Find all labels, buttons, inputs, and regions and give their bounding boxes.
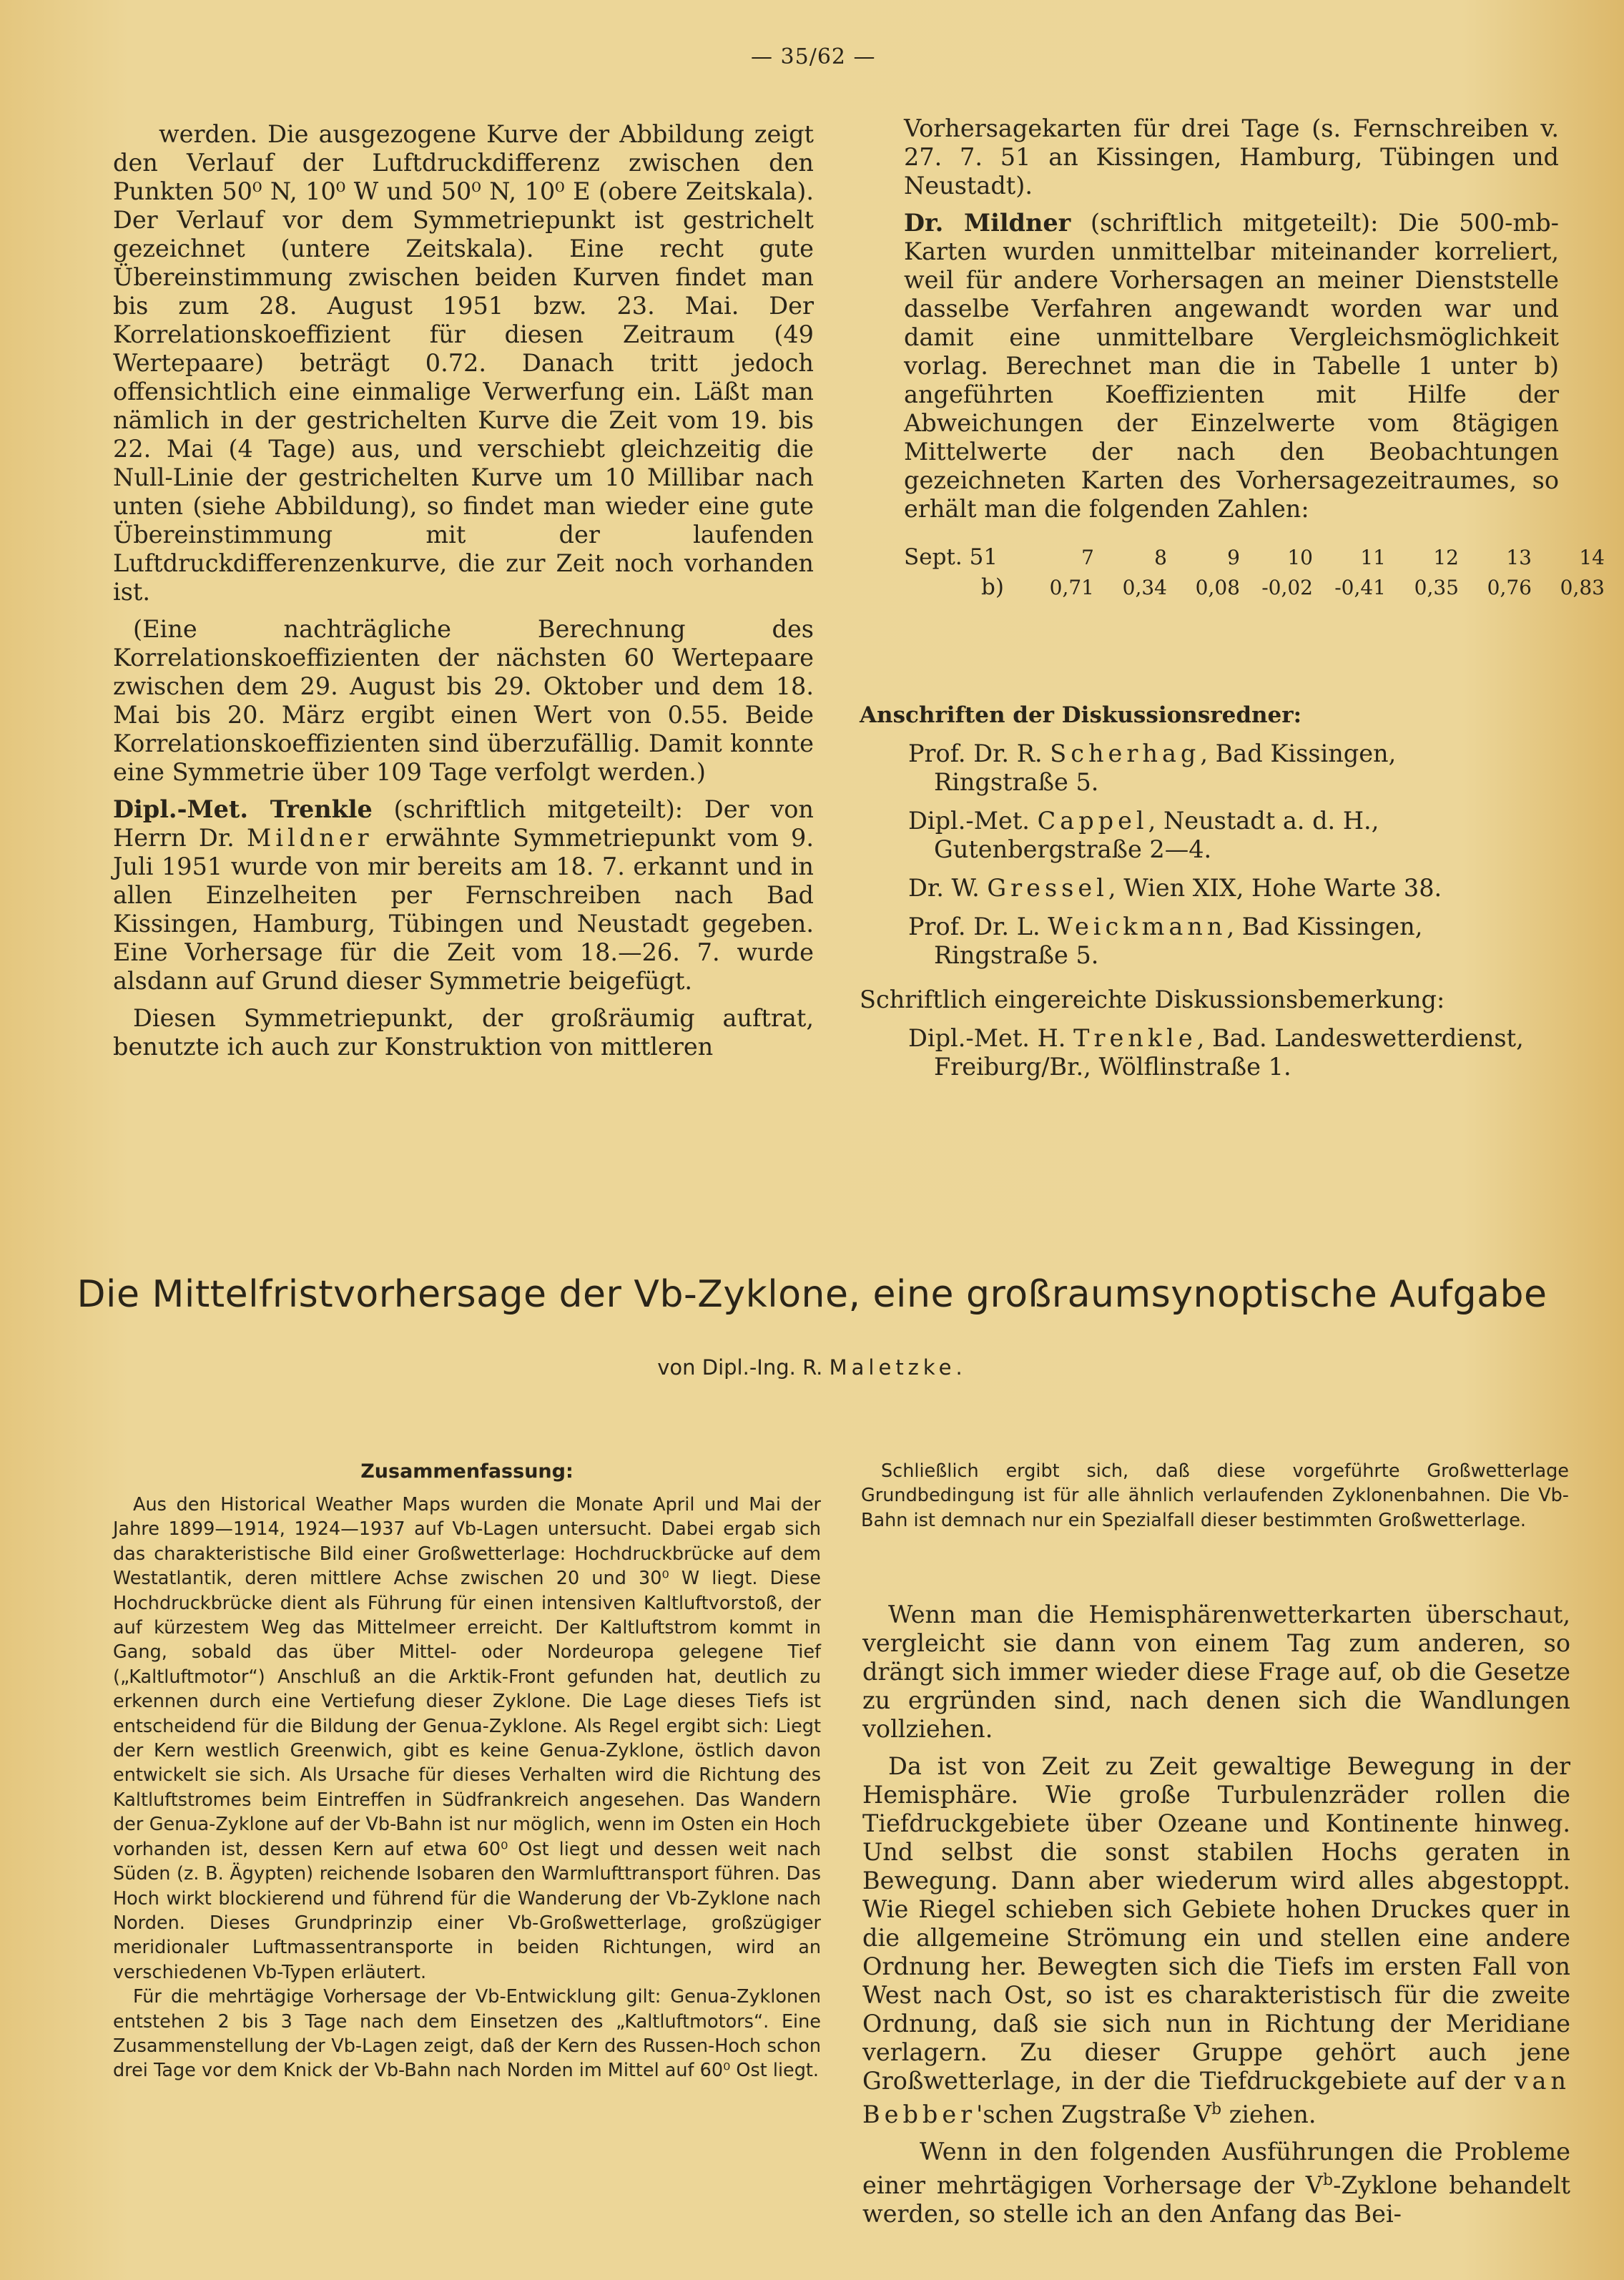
address-list: Prof. Dr. R. Scherhag, Bad Kissingen, Ringstraße 5. Dipl.-Met. Cappel, Neustadt a. d. H., Gutenbergstraße 2—4. Dr. W. Gressel, Wien XIX, Hohe Warte 38. Prof. Dr. L. Weickmann, Bad Kissingen, Ringstraße 5. xyxy=(908,739,1575,970)
page-number: — 35/62 — xyxy=(751,44,876,69)
table-row: Sept. 51 7 8 9 10 11 12 13 14 xyxy=(904,544,1605,570)
paragraph: (Eine nachträgliche Berechnung des Korrelationskoeffizienten der nächsten 60 Wertepaare zwischen dem 29. August bis 29. Oktober und dem 18. Mai bis 20. März ergibt einen Wert von 0.55. Beide Korrelationskoeffizienten sind überzufällig. Damit konnte eine Symmetrie über 109 Tage verfolgt werden.) xyxy=(113,615,814,786)
written-heading: Schriftlich eingereichte Diskussionsbemerkung: xyxy=(860,986,1445,1013)
discussion-right-column xyxy=(904,114,1559,524)
paragraph: Wenn man die Hemisphärenwetterkarten überschaut, vergleicht sie dann von einem Tag zum anderen, so drängt sich immer wieder diese Frage auf, ob die Gesetze zu ergründen sind, nach denen sich die Wandlungen vollziehen. xyxy=(862,1601,1570,1743)
address-item: Dipl.-Met. H. Trenkle, Bad. Landeswetterdienst, xyxy=(908,1024,1524,1052)
summary-paragraph: Schließlich ergibt sich, daß diese vorgeführte Großwetterlage Grundbedingung ist für alle ähnlich verlaufenden Zyklonenbahnen. Die Vb-Bahn ist demnach nur ein Spezialfall dieser bestimmten Großwetterlage. xyxy=(861,1460,1569,1531)
paragraph-trenkle: Dipl.-Met. Trenkle (schriftlich mitgeteilt): Der von Herrn Dr. Mildner erwähnte Symmetriepunkt vom 9. Juli 1951 wurde von mir bereits am 18. 7. erkannt und in allen Einzelheiten per Fernschreiben nach Bad Kissingen, Hamburg, Tübingen und Neustadt gegeben. Eine Vorhersage für die Zeit vom 18.—26. 7. wurde alsdann auf Grund dieser Symmetrie beigefügt. xyxy=(113,795,815,995)
article-author: von Dipl.-Ing. R. Maletzke. xyxy=(657,1355,967,1380)
spaced-name: Mildner xyxy=(247,824,373,852)
paragraph: Vorhersagekarten für drei Tage (s. Fernschreiben v. 27. 7. 51 an Kissingen, Hamburg, Tübingen und Neustadt). xyxy=(904,114,1559,200)
discussion-left-column xyxy=(113,120,814,1061)
address-item: Prof. Dr. L. Weickmann, Bad Kissingen, xyxy=(908,913,1423,940)
address-item: Dr. W. Gressel, Wien XIX, Hohe Warte 38. xyxy=(908,874,1442,902)
summary-paragraph: Aus den Historical Weather Maps wurden die Monate April und Mai der Jahre 1899—1914, 1924—1937 auf Vb-Lagen untersucht. Dabei ergab sich das charakteristische Bild einer Großwetterlage: Hochdruckbrücke auf dem Westatlantik, deren mittlere Achse zwischen 20 und 30⁰ W liegt. Diese Hochdruckbrücke dient als Führung für einen intensiven Kaltluftvorstoß, der auf kürzestem Weg das Mittelmeer erreicht. Der Kaltluftstrom kommt in Gang, sobald das über Mittel- oder Nordeuropa gelegene Tief („Kaltluftmotor“) Anschluß an die Arktik-Front gefunden hat, deutlich zu erkennen durch eine Vertiefung dieser Zyklone. Die Lage dieses Tiefs ist entscheidend für die Bildung der Genua-Zyklone. Als Regel ergibt sich: Liegt der Kern westlich Greenwich, gibt es keine Genua-Zyklone, östlich davon entwickelt sie sich. Als Ursache für dieses Verhalten wird die Richtung des Kaltluftstromes beim Eintreffen in Südfrankreich angesehen. Das Wandern der Genua-Zyklone auf der Vb-Bahn ist nur möglich, wenn im Osten ein Hoch vorhanden ist, dessen Kern auf etwa 60⁰ Ost liegt und dessen weit nach Süden (z. B. Ägypten) reichende Isobaren den Warmlufttransport führen. Das Hoch wirkt blockierend und führend für die Wanderung der Vb-Zyklone nach Norden. Dieses Grundprinzip einer Vb-Großwetterlage, großzügiger meridionaler Luftmassentransporte in beiden Richtungen, wird an verschiedenen Vb-Typen erläutert. xyxy=(113,1494,821,1983)
paragraph: Diesen Symmetriepunkt, der großräumig auftrat, benutzte ich auch zur Konstruktion von mittleren xyxy=(113,1004,814,1061)
addresses-block xyxy=(860,701,1575,1081)
summary-paragraph: Für die mehrtägige Vorhersage der Vb-Entwicklung gilt: Genua-Zyklonen entstehen 2 bis 3 Tage nach dem Einsetzen des „Kaltluftmotors“. Eine Zusammenstellung der Vb-Lagen zeigt, daß der Kern des Russen-Hoch schon drei Tage vor dem Knick der Vb-Bahn nach Norden im Mittel auf 60⁰ Ost liegt. xyxy=(113,1986,821,2082)
article-body xyxy=(862,1601,1570,2229)
table-row: b) 0,71 0,34 0,08 -0,02 -0,41 0,35 0,76 0,83 xyxy=(981,574,1605,600)
paragraph: Wenn in den folgenden Ausführungen die Probleme einer mehrtägigen Vorhersage der $V^b$-Zyklone behandelt werden, so stelle ich an den Anfang das Bei- xyxy=(862,2138,1571,2229)
summary-left xyxy=(113,1460,821,2083)
paragraph: Da ist von Zeit zu Zeit gewaltige Bewegung in der Hemisphäre. Wie große Turbulenzräder rollen die Tiefdruckgebiete über Ozeane und Kontinente hinweg. Und selbst die sonst stabilen Hochs geraten in Bewegung. Dann aber wiederum wird alles abgestoppt. Wie Riegel schieben sich Gebiete hohen Druckes quer in die allgemeine Strömung ein und stellen eine andere Ordnung her. Bewegten sich die Tiefs im ersten Fall von West nach Ost, so ist es charakteristisch für die zweite Ordnung, daß sie sich nun in Richtung der Meridiane verlagern. Zu dieser Gruppe gehört auch jene Großwetterlage, in der die Tiefdruckgebiete auf der van Bebber'schen Zugstraße $V^b$ ziehen. xyxy=(862,1752,1570,2129)
coefficient-table xyxy=(904,542,1605,602)
speaker-name: Dr. Mildner xyxy=(904,209,1071,237)
summary-right xyxy=(861,1459,1569,1533)
address-item: Dipl.-Met. Cappel, Neustadt a. d. H., xyxy=(908,807,1379,835)
address-list: Dipl.-Met. H. Trenkle, Bad. Landeswetterdienst, Freiburg/Br., Wölflinstraße 1. xyxy=(908,1024,1575,1081)
addresses-heading: Anschriften der Diskussionsredner: xyxy=(860,702,1302,728)
speaker-name: Dipl.-Met. Trenkle xyxy=(113,795,373,823)
paragraph: werden. Die ausgezogene Kurve der Abbildung zeigt den Verlauf der Luftdruckdifferenz zwischen den Punkten 50⁰ N, 10⁰ W und 50⁰ N, 10⁰ E (obere Zeitskala). Der Verlauf vor dem Symmetriepunkt ist gestrichelt gezeichnet (untere Zeitskala). Eine recht gute Übereinstimmung zwischen beiden Kurven findet man bis zum 28. August 1951 bzw. 23. Mai. Der Korrelationskoeffizient für diesen Zeitraum (49 Wertepaare) beträgt 0.72. Danach tritt jedoch offensichtlich eine einmalige Verwerfung ein. Läßt man nämlich in der gestrichelten Kurve die Zeit vom 19. bis 22. Mai (4 Tage) aus, und verschiebt gleichzeitig die Null-Linie der gestrichelten Kurve um 10 Millibar nach unten (siehe Abbildung), so findet man wieder eine gute Übereinstimmung mit der laufenden Luftdruckdifferenzenkurve, die zur Zeit noch vorhanden ist. xyxy=(113,120,814,606)
paragraph-mildner: Dr. Mildner (schriftlich mitgeteilt): Die 500-mb-Karten wurden unmittelbar miteinander korreliert, weil für andere Vorhersagen an meiner Dienststelle dasselbe Verfahren angewandt worden war und damit eine unmittelbare Vergleichsmöglichkeit vorlag. Berechnet man die in Tabelle 1 unter b) angeführten Koeffizienten mit Hilfe der Abweichungen der Einzelwerte vom 8tägigen Mittelwerte der nach den Beobachtungen gezeichneten Karten des Vorhersagezeitraumes, so erhält man die folgenden Zahlen: xyxy=(904,209,1560,523)
address-item: Prof. Dr. R. Scherhag, Bad Kissingen, xyxy=(908,739,1397,767)
summary-heading: Zusammenfassung: xyxy=(360,1460,574,1483)
article-title: Die Mittelfristvorhersage der Vb-Zyklone, eine großraumsynoptische Aufgabe xyxy=(77,1273,1547,1316)
